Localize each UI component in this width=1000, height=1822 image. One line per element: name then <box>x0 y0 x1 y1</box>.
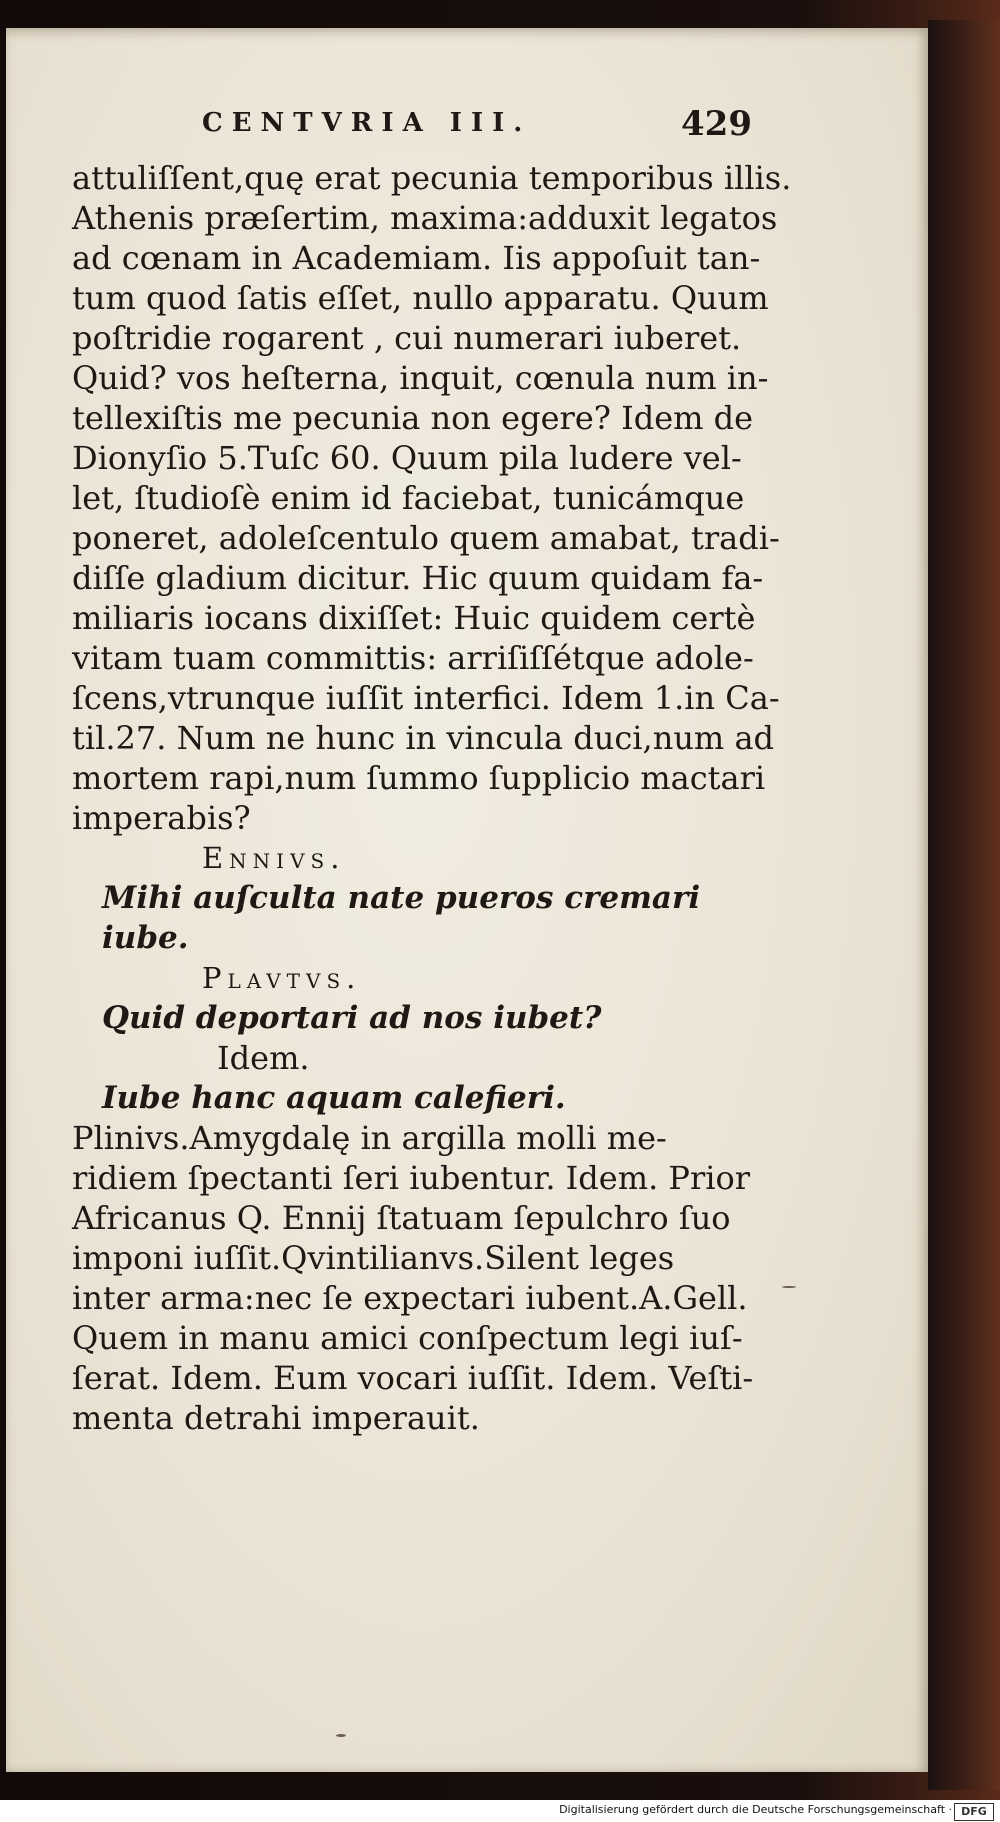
text-line: ridiem ſpectanti ſeri iubentur. Idem. Prior <box>72 1159 751 1197</box>
text-line: Plinivs.Amygdalę in argilla molli me- <box>72 1119 667 1157</box>
page-number: 429 <box>681 104 752 144</box>
main-paragraph <box>72 158 792 838</box>
text-line: mortem rapi,num ſummo ſupplicio mactari <box>72 759 766 797</box>
quote-ennius: Mihi auſculta nate pueros cremari iube. <box>102 880 701 956</box>
ink-speck <box>782 1286 796 1288</box>
text-line: Africanus Q. Ennij ſtatuam ſepulchro ſuo <box>72 1199 731 1237</box>
text-line: poſtridie rogarent , cui numerari iuberet. <box>72 319 742 357</box>
running-head <box>202 104 752 158</box>
text-line: Quem in manu amici conſpectum legi iuſ- <box>72 1319 743 1357</box>
author-heading-plautus: Plavtvs. <box>202 961 362 995</box>
quote-plautus: Quid deportari ad nos iubet? <box>102 1000 602 1036</box>
text-line: imperabis? <box>72 799 251 837</box>
text-line: Athenis præſertim, maxima:adduxit legatos <box>72 199 778 237</box>
idem-heading: Idem. <box>217 1039 310 1077</box>
text-line: tum quod ſatis eſſet, nullo apparatu. Quum <box>72 279 769 317</box>
text-line: inter arma:nec ſe expectari iubent.A.Gell. <box>72 1279 748 1317</box>
text-line: ad cœnam in Academiam. Iis appoſuit tan- <box>72 239 761 277</box>
book-page <box>6 28 928 1772</box>
text-line: menta detrahi imperauit. <box>72 1399 480 1437</box>
closing-paragraph <box>72 1118 752 1438</box>
footer-bar <box>0 1800 1000 1822</box>
text-line: poneret, adoleſcentulo quem amabat, tradi- <box>72 519 780 557</box>
running-head-title: CENTVRIA III. <box>202 108 532 138</box>
ink-speck <box>336 1734 346 1737</box>
text-line: til.27. Num ne hunc in vincula duci,num ad <box>72 719 774 757</box>
page-content <box>72 104 792 1438</box>
book-edge <box>928 20 1000 1790</box>
text-line: tellexiſtis me pecunia non egere? Idem de <box>72 399 754 437</box>
text-line: ſcens,vtrunque iuſſit interfici. Idem 1.in Ca- <box>72 679 780 717</box>
text-line: imponi iuſſit.Qvintilianvs.Silent leges <box>72 1239 675 1277</box>
quote-idem: Iube hanc aquam calefieri. <box>102 1080 566 1116</box>
footer-credit: Digitalisierung gefördert durch die Deutsche Forschungsgemeinschaft · <box>559 1803 952 1816</box>
text-line: diſſe gladium dicitur. Hic quum quidam fa- <box>72 559 764 597</box>
text-line: let, ſtudioſè enim id faciebat, tunicámque <box>72 479 745 517</box>
text-line: Quid? vos heſterna, inquit, cœnula num in- <box>72 359 769 397</box>
text-line: vitam tuam committis: arriſiſſétque adole- <box>72 639 754 677</box>
text-line: miliaris iocans dixiſſet: Huic quidem certè <box>72 599 756 637</box>
text-line: ſerat. Idem. Eum vocari iuſſit. Idem. Veſti- <box>72 1359 754 1397</box>
text-line: Dionyſio 5.Tuſc 60. Quum pila ludere vel- <box>72 439 742 477</box>
dfg-logo: DFG <box>954 1803 994 1821</box>
text-line: attuliſſent,quę erat pecunia temporibus illis. <box>72 159 792 197</box>
author-heading-ennius: Ennivs. <box>202 841 346 875</box>
